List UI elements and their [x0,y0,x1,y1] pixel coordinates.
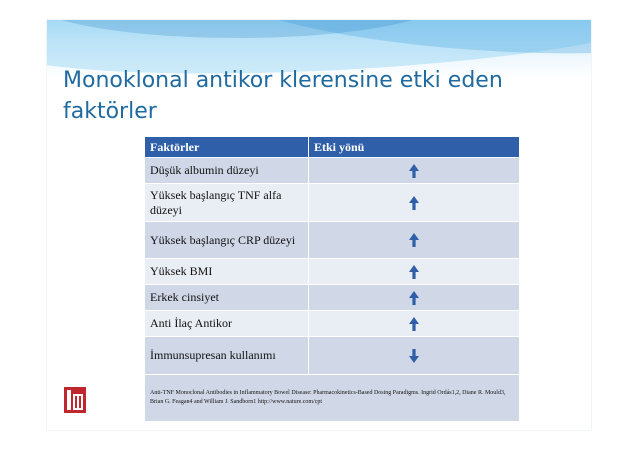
factor-cell: Yüksek başlangıç CRP düzeyi [145,222,309,259]
factor-cell: Anti İlaç Antikor [145,311,309,337]
factors-table [144,136,520,422]
factor-cell: İmmunsupresan kullanımı [145,337,309,375]
table-row [145,184,520,222]
down-arrow-icon [309,337,520,375]
up-arrow-icon [309,311,520,337]
slide [47,20,591,430]
header-effect-direction: Etki yönü [309,137,520,158]
factor-cell: Erkek cinsiyet [145,285,309,311]
factor-cell: Yüksek başlangıç TNF alfa düzeyi [145,184,309,222]
table-row [145,222,520,259]
factor-cell: Düşük albumin düzeyi [145,158,309,184]
citation-text: Anti-TNF Monoclonal Antibodies in Inflammatory Bowel Disease: Pharmacokinetics-Based Dosing Paradigms. Ingrid Ordás1,2, Diane R. Mould3, Brian G. Feagan4 and William J. Sandborn1 http://www.nature.com/cpt [145,375,520,422]
up-arrow-icon [309,285,520,311]
up-arrow-icon [309,222,520,259]
institution-logo-icon [64,385,88,415]
factor-cell: Yüksek BMI [145,259,309,285]
table-row [145,259,520,285]
up-arrow-icon [309,158,520,184]
up-arrow-icon [309,259,520,285]
table-row [145,311,520,337]
slide-title: Monoklonal antikor klerensine etki eden faktörler [63,68,503,124]
table-row [145,285,520,311]
table-row [145,337,520,375]
header-factors: Faktörler [145,137,309,158]
citation-row [145,375,520,422]
table-row [145,158,520,184]
table-header-row [145,137,520,158]
up-arrow-icon [309,184,520,222]
